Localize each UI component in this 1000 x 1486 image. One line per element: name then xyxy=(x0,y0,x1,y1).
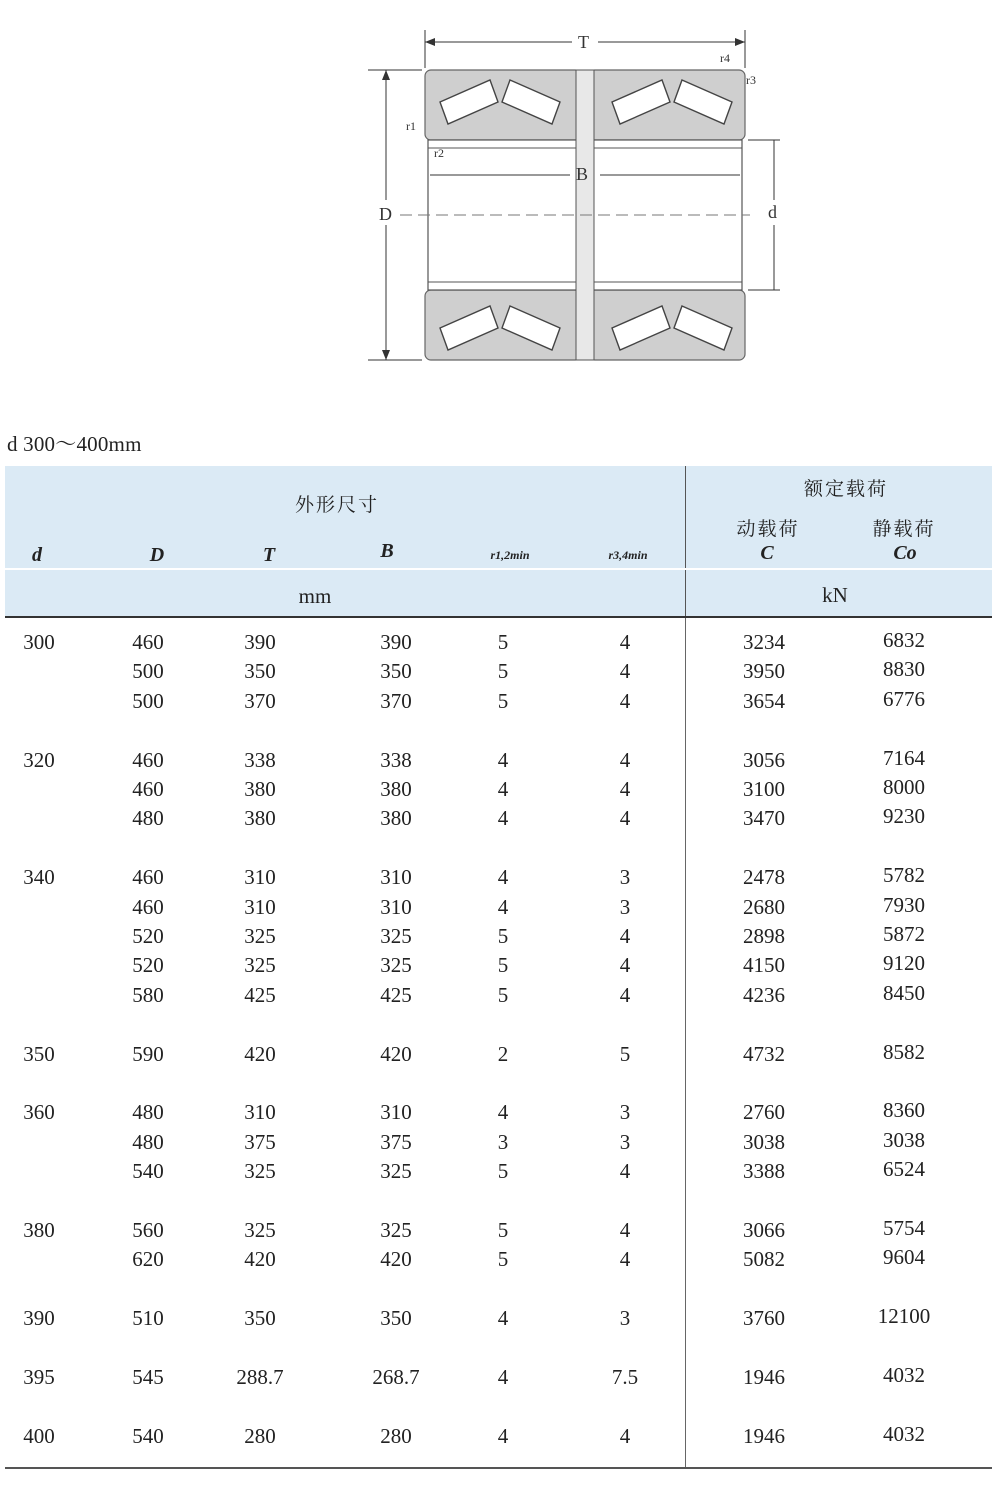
cell-r34: 3 xyxy=(619,1100,631,1124)
cell-r12: 4 xyxy=(497,1100,509,1124)
cell-C: 4150 xyxy=(743,953,785,977)
cell-r34: 3 xyxy=(619,1130,631,1154)
header-unit-line xyxy=(5,568,992,570)
cell-C: 3100 xyxy=(743,777,785,801)
cell-r12: 5 xyxy=(497,924,509,948)
cell-d: 300 xyxy=(23,630,55,654)
cell-r34: 4 xyxy=(619,777,631,801)
label-r3: r3 xyxy=(746,73,756,87)
cell-T: 420 xyxy=(244,1247,276,1271)
cell-C0: 5754 xyxy=(883,1216,925,1240)
cell-T: 420 xyxy=(244,1042,276,1066)
range-title: d 300～400mm xyxy=(7,432,142,456)
group-rated-load: 额定载荷 xyxy=(803,478,888,500)
table-row xyxy=(0,1159,1000,1187)
cell-T: 380 xyxy=(244,806,276,830)
cell-T: 370 xyxy=(244,689,276,713)
cell-r34: 4 xyxy=(619,1247,631,1271)
cell-B: 280 xyxy=(380,1424,412,1448)
cell-T: 425 xyxy=(244,983,276,1007)
cell-B: 420 xyxy=(380,1247,412,1271)
cell-r12: 5 xyxy=(497,1159,509,1183)
cell-C: 3388 xyxy=(743,1159,785,1183)
cell-T: 350 xyxy=(244,659,276,683)
cell-D: 460 xyxy=(132,630,164,654)
cell-B: 338 xyxy=(380,748,412,772)
cell-C0: 12100 xyxy=(877,1304,931,1328)
cell-D: 540 xyxy=(132,1159,164,1183)
cell-D: 580 xyxy=(132,983,164,1007)
cell-D: 500 xyxy=(132,689,164,713)
label-d: d xyxy=(768,202,777,222)
cell-r12: 3 xyxy=(497,1130,509,1154)
cell-r12: 4 xyxy=(497,748,509,772)
cell-r34: 3 xyxy=(619,865,631,889)
table-row xyxy=(0,1365,1000,1393)
cell-D: 460 xyxy=(132,895,164,919)
cell-B: 370 xyxy=(380,689,412,713)
cell-C: 3234 xyxy=(743,630,785,654)
cell-C0: 6776 xyxy=(883,687,925,711)
cell-r34: 4 xyxy=(619,983,631,1007)
cell-C0: 5782 xyxy=(883,863,925,887)
col-header-C0: Co xyxy=(893,542,917,564)
cell-d: 395 xyxy=(23,1365,55,1389)
cell-d: 340 xyxy=(23,865,55,889)
cell-T: 338 xyxy=(244,748,276,772)
col-header-r34: r3,4min xyxy=(608,548,648,562)
unit-kN: kN xyxy=(822,583,848,607)
cell-r34: 4 xyxy=(619,689,631,713)
cell-r12: 5 xyxy=(497,983,509,1007)
cell-D: 620 xyxy=(132,1247,164,1271)
dynamic-load-label: 动载荷 xyxy=(736,518,800,540)
cell-r34: 4 xyxy=(619,630,631,654)
col-header-T: T xyxy=(262,544,276,566)
col-header-B: B xyxy=(380,540,394,562)
cell-D: 520 xyxy=(132,924,164,948)
table-row xyxy=(0,630,1000,658)
cell-r12: 4 xyxy=(497,865,509,889)
cell-r34: 4 xyxy=(619,806,631,830)
cell-C: 3950 xyxy=(743,659,785,683)
cell-D: 500 xyxy=(132,659,164,683)
cell-B: 380 xyxy=(380,777,412,801)
cell-r34: 4 xyxy=(619,1218,631,1242)
header-divider xyxy=(685,466,686,617)
cell-C0: 8830 xyxy=(883,657,925,681)
cell-r12: 5 xyxy=(497,1218,509,1242)
cell-B: 420 xyxy=(380,1042,412,1066)
bearing-drawing xyxy=(360,20,780,380)
cell-B: 325 xyxy=(380,1218,412,1242)
table-row xyxy=(0,1306,1000,1334)
cell-C0: 9230 xyxy=(883,804,925,828)
cell-C: 3038 xyxy=(743,1130,785,1154)
cell-T: 325 xyxy=(244,953,276,977)
cell-r34: 4 xyxy=(619,924,631,948)
cell-r34: 3 xyxy=(619,895,631,919)
cell-d: 390 xyxy=(23,1306,55,1330)
table-row xyxy=(0,953,1000,981)
cell-B: 268.7 xyxy=(372,1365,420,1389)
cell-C0: 6524 xyxy=(883,1157,925,1181)
cell-d: 350 xyxy=(23,1042,55,1066)
cell-B: 425 xyxy=(380,983,412,1007)
cell-r12: 4 xyxy=(497,1306,509,1330)
cell-D: 480 xyxy=(132,806,164,830)
col-header-d: d xyxy=(32,544,42,566)
col-header-r12: r1,2min xyxy=(490,548,530,562)
cell-B: 375 xyxy=(380,1130,412,1154)
table-row xyxy=(0,1247,1000,1275)
cell-C0: 5872 xyxy=(883,922,925,946)
cell-r12: 5 xyxy=(497,630,509,654)
table-row xyxy=(0,659,1000,687)
cell-C: 5082 xyxy=(743,1247,785,1271)
cell-D: 460 xyxy=(132,865,164,889)
cell-C: 3066 xyxy=(743,1218,785,1242)
cell-D: 480 xyxy=(132,1130,164,1154)
table-row xyxy=(0,924,1000,952)
cell-B: 380 xyxy=(380,806,412,830)
cell-C0: 4032 xyxy=(883,1422,925,1446)
cell-C0: 9120 xyxy=(883,951,925,975)
cell-C0: 8582 xyxy=(883,1040,925,1064)
cell-C: 4732 xyxy=(743,1042,785,1066)
cell-C0: 9604 xyxy=(883,1245,925,1269)
cell-d: 320 xyxy=(23,748,55,772)
table-row xyxy=(0,748,1000,776)
cell-C0: 7930 xyxy=(883,893,925,917)
cell-T: 310 xyxy=(244,1100,276,1124)
cell-r12: 5 xyxy=(497,1247,509,1271)
cell-C: 2478 xyxy=(743,865,785,889)
cell-C: 3654 xyxy=(743,689,785,713)
cell-r34: 4 xyxy=(619,748,631,772)
cell-C0: 8450 xyxy=(883,981,925,1005)
cell-r12: 5 xyxy=(497,953,509,977)
table-row xyxy=(0,777,1000,805)
cell-D: 590 xyxy=(132,1042,164,1066)
table-row xyxy=(0,806,1000,834)
cell-C: 4236 xyxy=(743,983,785,1007)
table-header xyxy=(5,466,992,617)
label-B: B xyxy=(576,164,589,184)
cell-B: 325 xyxy=(380,924,412,948)
table-row xyxy=(0,895,1000,923)
cell-B: 310 xyxy=(380,865,412,889)
cell-r12: 4 xyxy=(497,895,509,919)
cell-C: 1946 xyxy=(743,1424,785,1448)
label-r4: r4 xyxy=(720,51,730,65)
cell-D: 480 xyxy=(132,1100,164,1124)
cell-r34: 4 xyxy=(619,953,631,977)
cell-T: 380 xyxy=(244,777,276,801)
cell-C0: 3038 xyxy=(883,1128,925,1152)
table-bottom-rule xyxy=(5,1467,992,1469)
table-row xyxy=(0,1042,1000,1070)
label-D: D xyxy=(379,204,392,224)
table-row xyxy=(0,1130,1000,1158)
cell-T: 288.7 xyxy=(236,1365,284,1389)
cell-r34: 4 xyxy=(619,1159,631,1183)
label-r2: r2 xyxy=(434,146,444,160)
cell-r34: 4 xyxy=(619,1424,631,1448)
cell-r34: 7.5 xyxy=(611,1365,639,1389)
cell-D: 540 xyxy=(132,1424,164,1448)
label-T: T xyxy=(578,32,589,52)
cell-B: 390 xyxy=(380,630,412,654)
cell-r34: 4 xyxy=(619,659,631,683)
cell-D: 460 xyxy=(132,748,164,772)
cell-C0: 7164 xyxy=(883,746,925,770)
cell-T: 350 xyxy=(244,1306,276,1330)
cell-D: 560 xyxy=(132,1218,164,1242)
static-load-label: 静载荷 xyxy=(872,518,936,540)
cell-r12: 4 xyxy=(497,806,509,830)
unit-mm: mm xyxy=(298,584,332,608)
cell-C: 2898 xyxy=(743,924,785,948)
table-row xyxy=(0,1424,1000,1452)
cell-C0: 8000 xyxy=(883,775,925,799)
cell-T: 310 xyxy=(244,895,276,919)
cell-d: 360 xyxy=(23,1100,55,1124)
cell-D: 460 xyxy=(132,777,164,801)
cell-B: 310 xyxy=(380,1100,412,1124)
cell-B: 325 xyxy=(380,1159,412,1183)
cell-r12: 2 xyxy=(497,1042,509,1066)
table-top-rule xyxy=(5,616,992,618)
cell-B: 350 xyxy=(380,659,412,683)
cell-d: 380 xyxy=(23,1218,55,1242)
col-header-C: C xyxy=(760,542,774,564)
cell-C0: 6832 xyxy=(883,628,925,652)
cell-T: 280 xyxy=(244,1424,276,1448)
table-row xyxy=(0,1218,1000,1246)
cell-C: 3470 xyxy=(743,806,785,830)
cell-B: 310 xyxy=(380,895,412,919)
cell-T: 325 xyxy=(244,1159,276,1183)
cell-B: 350 xyxy=(380,1306,412,1330)
cell-r34: 3 xyxy=(619,1306,631,1330)
cell-D: 545 xyxy=(132,1365,164,1389)
table-row xyxy=(0,689,1000,717)
cell-D: 510 xyxy=(132,1306,164,1330)
cell-C: 2680 xyxy=(743,895,785,919)
cell-d: 400 xyxy=(23,1424,55,1448)
cell-T: 325 xyxy=(244,1218,276,1242)
cell-r12: 4 xyxy=(497,1365,509,1389)
cell-C: 3056 xyxy=(743,748,785,772)
cell-T: 375 xyxy=(244,1130,276,1154)
group-dimensions: 外形尺寸 xyxy=(294,494,379,516)
cell-C: 1946 xyxy=(743,1365,785,1389)
cell-r12: 4 xyxy=(497,1424,509,1448)
cell-C0: 8360 xyxy=(883,1098,925,1122)
cell-r12: 5 xyxy=(497,659,509,683)
four-row-tapered-bearing-diagram xyxy=(360,20,780,380)
cell-r34: 5 xyxy=(619,1042,631,1066)
cell-r12: 4 xyxy=(497,777,509,801)
cell-r12: 5 xyxy=(497,689,509,713)
label-r1: r1 xyxy=(406,119,416,133)
cell-B: 325 xyxy=(380,953,412,977)
col-header-D: D xyxy=(149,544,165,566)
cell-T: 310 xyxy=(244,865,276,889)
cell-T: 325 xyxy=(244,924,276,948)
table-row xyxy=(0,865,1000,893)
table-row xyxy=(0,1100,1000,1128)
cell-C: 2760 xyxy=(743,1100,785,1124)
cell-D: 520 xyxy=(132,953,164,977)
table-row xyxy=(0,983,1000,1011)
cell-C0: 4032 xyxy=(883,1363,925,1387)
cell-C: 3760 xyxy=(743,1306,785,1330)
cell-T: 390 xyxy=(244,630,276,654)
